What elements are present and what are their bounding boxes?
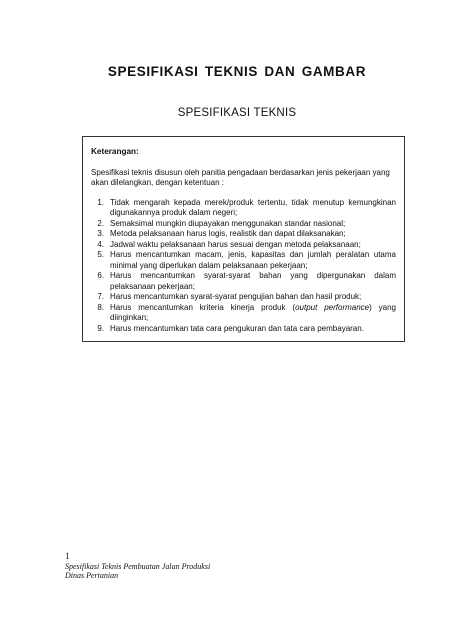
requirement-item — [91, 250, 396, 271]
requirement-item — [91, 303, 396, 324]
requirement-number: 9. — [97, 323, 104, 333]
requirement-number: 8. — [97, 302, 104, 312]
requirements-list — [91, 198, 396, 335]
footer-department: Dinas Pertanian — [65, 571, 119, 580]
specification-notes-box — [82, 136, 405, 342]
requirement-number: 3. — [97, 229, 104, 238]
requirement-number: 2. — [97, 218, 104, 228]
footer-page-number: 1 — [65, 551, 70, 561]
requirement-number: 7. — [97, 292, 104, 301]
requirement-text: Metoda pelaksanaan harus logis, realistik dan dapat dilaksanakan; — [110, 229, 346, 238]
notes-heading: Keterangan: — [91, 147, 139, 156]
requirement-number: 4. — [97, 239, 104, 249]
section-title: SPESIFIKASI TEKNIS — [177, 107, 297, 119]
footer-document-title: Spesifikasi Teknis Pembuatan Jalan Produksi — [65, 562, 211, 571]
requirement-text: Harus mencantumkan syarat-syarat bahan yang dipergunakan dalam pelaksanaan pekerjaan; — [110, 271, 396, 291]
requirement-number: 6. — [97, 271, 104, 280]
requirement-item — [91, 292, 396, 303]
requirement-number: 1. — [97, 197, 104, 207]
requirement-item — [91, 198, 396, 219]
requirement-text: Harus mencantumkan tata cara pengukuran dan tata cara pembayaran. — [110, 323, 364, 333]
requirement-text: Harus mencantumkan kriteria kinerja produk (output performance) yang diinginkan; — [110, 302, 397, 322]
requirement-text: Semaksimal mungkin diupayakan menggunakan standar nasional; — [110, 218, 346, 228]
requirement-item — [91, 229, 396, 240]
requirement-item — [91, 240, 396, 251]
requirement-text: Harus mencantumkan macam, jenis, kapasitas dan jumlah peralatan utama minimal yang diperlukan dalam pelaksanaan pekerjaan; — [110, 250, 396, 270]
notes-intro: Spesifikasi teknis disusun oleh panitia pengadaan berdasarkan jenis pekerjaan yang akan dilelangkan, dengan ketentuan : — [91, 167, 390, 187]
page-title: SPESIFIKASI TEKNIS DAN GAMBAR — [107, 64, 367, 79]
requirement-text: Jadwal waktu pelaksanaan harus sesuai dengan metoda pelaksanaan; — [110, 239, 361, 249]
requirement-text: Harus mencantumkan syarat-syarat pengujian bahan dan hasil produk; — [110, 292, 362, 301]
requirement-text: Tidak mengarah kepada merek/produk tertentu, tidak menutup kemungkinan digunakannya produk dalam negeri; — [110, 197, 396, 217]
requirement-item — [91, 271, 396, 292]
requirement-item — [91, 219, 396, 230]
requirement-item — [91, 324, 396, 335]
requirement-number: 5. — [97, 250, 104, 259]
